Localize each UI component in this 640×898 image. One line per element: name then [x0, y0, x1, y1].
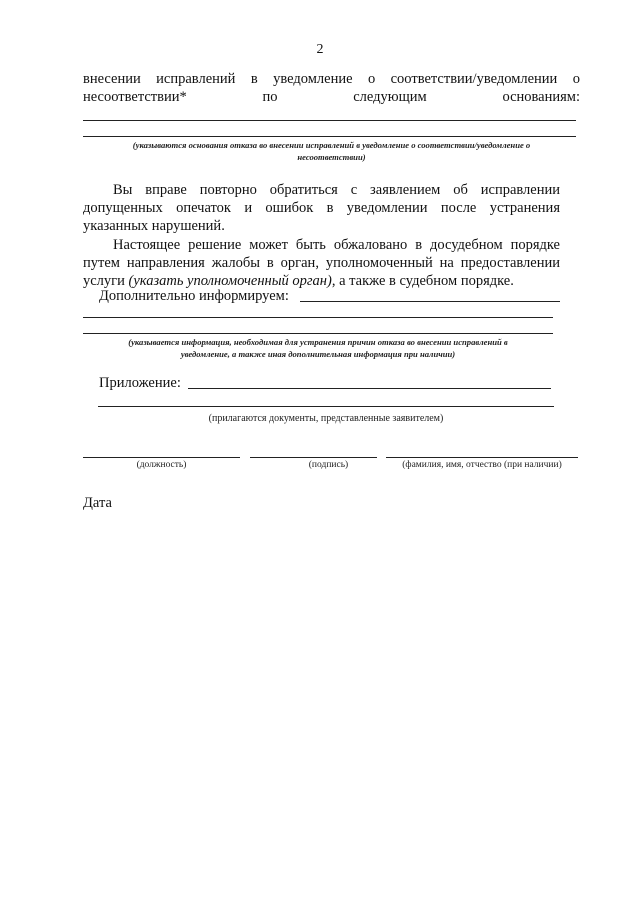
name-caption: (фамилия, имя, отчество (при наличии)	[402, 460, 562, 470]
reason-line-1	[83, 120, 576, 121]
intro-word: уведомление	[273, 71, 353, 87]
attachment-label: Приложение:	[99, 375, 181, 391]
attachment-note: (прилагаются документы, представленные заявителем)	[208, 413, 444, 424]
attachment-line-2[interactable]	[98, 406, 554, 407]
paragraph-appeal	[83, 236, 560, 290]
intro-word: о	[367, 71, 376, 87]
text-prefix: услуги	[83, 273, 125, 289]
name-line[interactable]	[386, 457, 578, 458]
paragraph-reapply	[83, 181, 560, 235]
note-line: несоответствии)	[297, 152, 366, 162]
note-line: (указываются основания отказа во внесении исправлений в уведомление о соответствии/уведомление о	[132, 140, 531, 150]
paragraph-text-end: указанных нарушений.	[83, 218, 225, 234]
position-caption: (должность)	[136, 460, 187, 470]
page-number: 2	[316, 42, 324, 57]
additional-info-line-3[interactable]	[83, 333, 553, 334]
note-additional-info	[83, 336, 553, 360]
intro-word: внесении	[83, 71, 141, 87]
reason-line-2	[83, 136, 576, 137]
additional-info-field[interactable]	[300, 301, 560, 302]
date-label: Дата	[83, 495, 112, 511]
signature-line[interactable]	[250, 457, 377, 458]
intro-word: следующим	[353, 89, 427, 105]
additional-info-label: Дополнительно информируем:	[99, 288, 289, 304]
intro-line-2	[83, 88, 580, 106]
note-line: (указывается информация, необходимая для устранения причин отказа во внесении исправлений в	[128, 337, 508, 347]
intro-line-1	[83, 70, 580, 88]
intro-word: несоответствии*	[83, 89, 187, 105]
position-line[interactable]	[83, 457, 240, 458]
intro-word: исправлений	[156, 71, 236, 87]
text-italic: (указать уполномоченный орган)	[128, 273, 332, 289]
intro-word: о	[572, 71, 580, 87]
text-suffix: , а также в судебном порядке.	[331, 273, 514, 289]
paragraph-text: Вы вправе повторно обратиться с заявлением об исправлении допущенных опечаток и ошибок в уведомлении после устранения	[83, 182, 560, 216]
intro-word: основаниям:	[502, 89, 580, 105]
signature-caption: (подпись)	[308, 460, 349, 470]
attachment-field[interactable]	[188, 388, 551, 389]
note-line: уведомление, а также иная дополнительная информация при наличии)	[180, 349, 456, 359]
paragraph-text: Настоящее решение может быть обжаловано в досудебном порядке путем направления жалобы в орган, уполномоченный на предоставлении	[83, 237, 560, 271]
intro-word: в	[250, 71, 258, 87]
note-refusal-reasons	[83, 139, 580, 163]
intro-word: по	[262, 89, 278, 105]
additional-info-line-2[interactable]	[83, 317, 553, 318]
intro-word: соответствии/уведомлении	[390, 71, 558, 87]
